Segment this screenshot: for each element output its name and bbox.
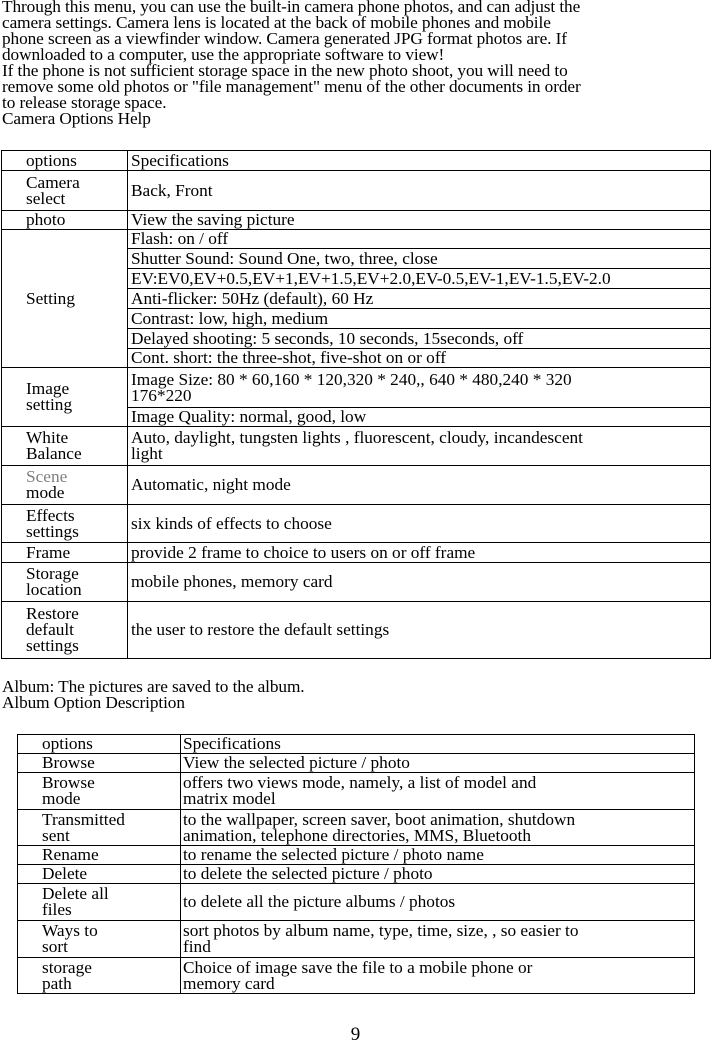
table-row	[18, 846, 695, 865]
table-row	[2, 563, 711, 602]
intro-line: downloaded to a computer, use the appropriate software to view!	[2, 45, 445, 64]
table-row	[18, 735, 695, 754]
table-row	[18, 884, 695, 921]
option-delete: Delete	[18, 865, 181, 884]
option-restore: Restore default settings	[2, 602, 128, 659]
spec-delete-all: to delete all the picture albums / photos	[181, 884, 695, 921]
spec-browse: View the selected picture / photo	[181, 754, 695, 773]
option-effects: Effects settings	[2, 505, 128, 543]
album-intro: Album: The pictures are saved to the album.	[2, 677, 305, 696]
spec-photo: View the saving picture	[128, 211, 711, 230]
page-number: 9	[350, 1024, 361, 1045]
table-row	[2, 543, 711, 563]
spec-image-size: Image Size: 80 * 60,160 * 120,320 * 240,, 640 * 480,240 * 320 176*220	[128, 368, 711, 408]
spec-effects: six kinds of effects to choose	[128, 505, 711, 543]
intro-line: Through this menu, you can use the built-in camera phone photos, and can adjust the	[2, 0, 581, 16]
album-table-title: Album Option Description	[2, 693, 185, 712]
option-browse-mode: Browse mode	[18, 773, 181, 810]
table-row	[2, 211, 711, 230]
option-frame: Frame	[2, 543, 128, 563]
spec-setting-antiflicker: Anti-flicker: 50Hz (default), 60 Hz	[128, 289, 711, 309]
option-image-setting: Image setting	[2, 368, 128, 427]
table-row	[2, 171, 711, 211]
spec-image-quality: Image Quality: normal, good, low	[128, 408, 711, 427]
option-delete-all: Delete all files	[18, 884, 181, 921]
option-storage-path: storage path	[18, 958, 181, 994]
spec-setting-flash: Flash: on / off	[128, 230, 711, 249]
spec-setting-delayed: Delayed shooting: 5 seconds, 10 seconds, 15seconds, off	[128, 329, 711, 349]
intro-line: remove some old photos or "file management" menu of the other documents in order	[2, 77, 581, 96]
table-row	[18, 921, 695, 958]
table-row	[2, 368, 711, 408]
spec-frame: provide 2 frame to choice to users on or off frame	[128, 543, 711, 563]
spec-transmitted: to the wallpaper, screen saver, boot animation, shutdown animation, telephone directories, MMS, Bluetooth	[181, 810, 695, 846]
spec-delete: to delete the selected picture / photo	[181, 865, 695, 884]
header-specifications: Specifications	[181, 735, 695, 754]
spec-setting-ev: EV:EV0,EV+0.5,EV+1,EV+1.5,EV+2.0,EV-0.5,EV-1,EV-1.5,EV-2.0	[128, 269, 711, 289]
spec-ways-to-sort: sort photos by album name, type, time, size, , so easier to find	[181, 921, 695, 958]
spec-rename: to rename the selected picture / photo name	[181, 846, 695, 865]
header-options: options	[2, 151, 128, 171]
option-photo: photo	[2, 211, 128, 230]
option-rename: Rename	[18, 846, 181, 865]
album-options-table	[17, 734, 695, 994]
table-row	[2, 466, 711, 505]
option-transmitted: Transmitted sent	[18, 810, 181, 846]
spec-storage: mobile phones, memory card	[128, 563, 711, 602]
table-row	[2, 151, 711, 171]
spec-setting-contrast: Contrast: low, high, medium	[128, 309, 711, 329]
option-camera-select: Camera select	[2, 171, 128, 211]
option-setting: Setting	[2, 230, 128, 368]
spec-browse-mode: offers two views mode, namely, a list of model and matrix model	[181, 773, 695, 810]
intro-line: If the phone is not sufficient storage space in the new photo shoot, you will need to	[2, 61, 568, 80]
table-row	[2, 505, 711, 543]
intro-line: camera settings. Camera lens is located at the back of mobile phones and mobile	[2, 13, 551, 32]
table-row	[2, 427, 711, 466]
header-options: options	[18, 735, 181, 754]
header-specifications: Specifications	[128, 151, 711, 171]
camera-table-title: Camera Options Help	[2, 109, 151, 128]
table-row	[18, 958, 695, 994]
option-browse: Browse	[18, 754, 181, 773]
spec-setting-shutter: Shutter Sound: Sound One, two, three, close	[128, 249, 711, 269]
spec-white-balance: Auto, daylight, tungsten lights , fluorescent, cloudy, incandescent light	[128, 427, 711, 466]
spec-storage-path: Choice of image save the file to a mobile phone or memory card	[181, 958, 695, 994]
table-row	[18, 773, 695, 810]
table-row	[18, 754, 695, 773]
spec-restore: the user to restore the default settings	[128, 602, 711, 659]
table-row	[2, 230, 711, 249]
table-row	[18, 810, 695, 846]
option-white-balance: White Balance	[2, 427, 128, 466]
table-row	[2, 602, 711, 659]
intro-line: to release storage space.	[2, 93, 167, 112]
spec-scene-mode: Automatic, night mode	[128, 466, 711, 505]
table-row	[18, 865, 695, 884]
option-ways-to-sort: Ways to sort	[18, 921, 181, 958]
option-storage: Storage location	[2, 563, 128, 602]
spec-setting-cont-shot: Cont. short: the three-shot, five-shot on or off	[128, 349, 711, 368]
camera-options-table	[1, 150, 711, 659]
spec-camera-select: Back, Front	[128, 171, 711, 211]
option-scene-mode: Scene mode	[2, 466, 128, 505]
intro-line: phone screen as a viewfinder window. Camera generated JPG format photos are. If	[2, 29, 567, 48]
